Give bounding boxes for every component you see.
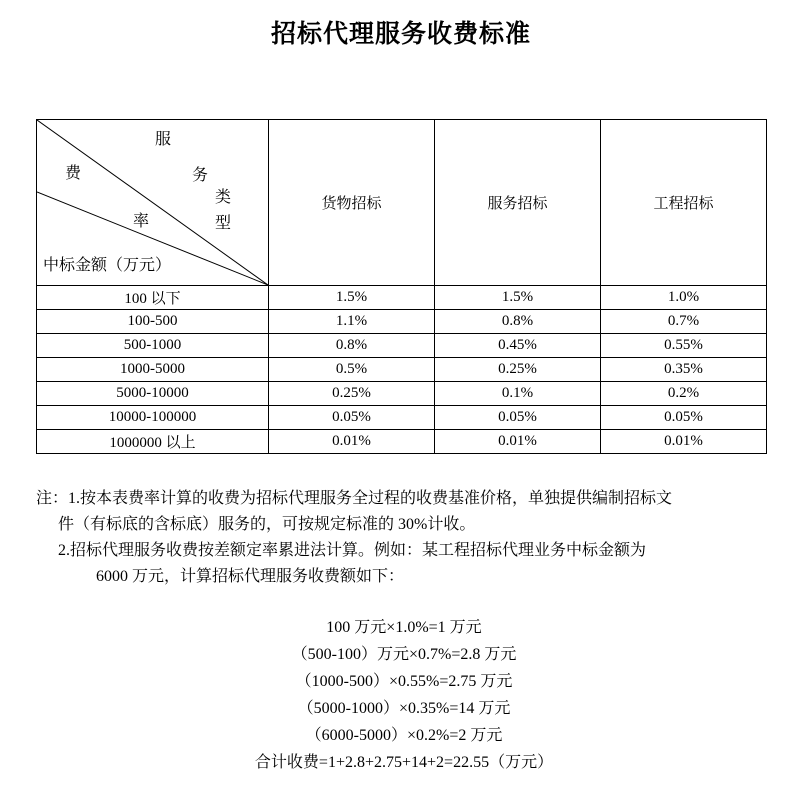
calc-line: 100 万元×1.0%=1 万元 (326, 619, 482, 636)
table-row (37, 286, 767, 310)
corner-label-type-2: 型 (215, 215, 232, 232)
calc-total-line: 合计收费=1+2.8+2.75+14+2=22.55（万元） (254, 754, 554, 771)
cell-service: 0.45% (435, 334, 601, 358)
cell-range: 5000-10000 (37, 382, 269, 406)
cell-service: 0.01% (435, 430, 601, 454)
cell-range: 500-1000 (37, 334, 269, 358)
table-row (37, 310, 767, 334)
cell-goods: 0.8% (269, 334, 435, 358)
column-header-service: 服务招标 (435, 120, 601, 286)
cell-goods: 0.01% (269, 430, 435, 454)
column-header-goods: 货物招标 (269, 120, 435, 286)
cell-service: 0.05% (435, 406, 601, 430)
page-title: 招标代理服务收费标准 (270, 21, 531, 48)
cell-service: 0.25% (435, 358, 601, 382)
note-line-4: 6000 万元，计算招标代理服务收费额如下： (96, 568, 405, 585)
cell-goods: 0.25% (269, 382, 435, 406)
corner-label-fee: 费 (65, 165, 82, 182)
table-corner-cell (37, 120, 269, 286)
document-page (0, 14, 802, 795)
cell-project: 0.55% (601, 334, 767, 358)
note-line-2: 件（有标底的含标底）服务的，可按规定标准的 30%计收。 (58, 516, 476, 533)
cell-project: 0.05% (601, 406, 767, 430)
cell-goods: 1.1% (269, 310, 435, 334)
notes-section (36, 486, 772, 590)
cell-project: 0.01% (601, 430, 767, 454)
cell-goods: 1.5% (269, 286, 435, 310)
cell-range: 1000000 以上 (37, 430, 269, 454)
corner-label-amount: 中标金额（万元） (43, 257, 172, 274)
cell-service: 0.8% (435, 310, 601, 334)
calc-line: （1000-500）×0.55%=2.75 万元 (295, 673, 513, 690)
corner-label-service-1: 服 (155, 131, 172, 148)
cell-service: 1.5% (435, 286, 601, 310)
calc-line: （6000-5000）×0.2%=2 万元 (305, 727, 503, 744)
cell-range: 10000-100000 (37, 406, 269, 430)
cell-project: 0.7% (601, 310, 767, 334)
note-line-3: 2.招标代理服务收费按差额定率累进法计算。例如：某工程招标代理业务中标金额为 (58, 542, 647, 559)
cell-range: 100 以下 (37, 286, 269, 310)
fee-table-container (36, 119, 766, 454)
calculation-example (36, 614, 772, 776)
table-row (37, 382, 767, 406)
corner-label-rate: 率 (133, 213, 150, 230)
table-row (37, 430, 767, 454)
calc-line: （5000-1000）×0.35%=14 万元 (297, 700, 511, 717)
cell-goods: 0.05% (269, 406, 435, 430)
corner-label-service-2: 务 (192, 167, 209, 184)
calc-line: （500-100）万元×0.7%=2.8 万元 (291, 646, 517, 663)
fee-table (36, 119, 767, 454)
column-header-project: 工程招标 (601, 120, 767, 286)
table-row (37, 406, 767, 430)
cell-project: 0.2% (601, 382, 767, 406)
cell-project: 0.35% (601, 358, 767, 382)
cell-project: 1.0% (601, 286, 767, 310)
cell-range: 100-500 (37, 310, 269, 334)
corner-label-type-1: 类 (215, 189, 232, 206)
table-header-row (37, 120, 767, 286)
table-row (37, 358, 767, 382)
cell-service: 0.1% (435, 382, 601, 406)
cell-goods: 0.5% (269, 358, 435, 382)
cell-range: 1000-5000 (37, 358, 269, 382)
note-line-1: 注：1.按本表费率计算的收费为招标代理服务全过程的收费基准价格，单独提供编制招标文 (36, 490, 673, 507)
table-row (37, 334, 767, 358)
